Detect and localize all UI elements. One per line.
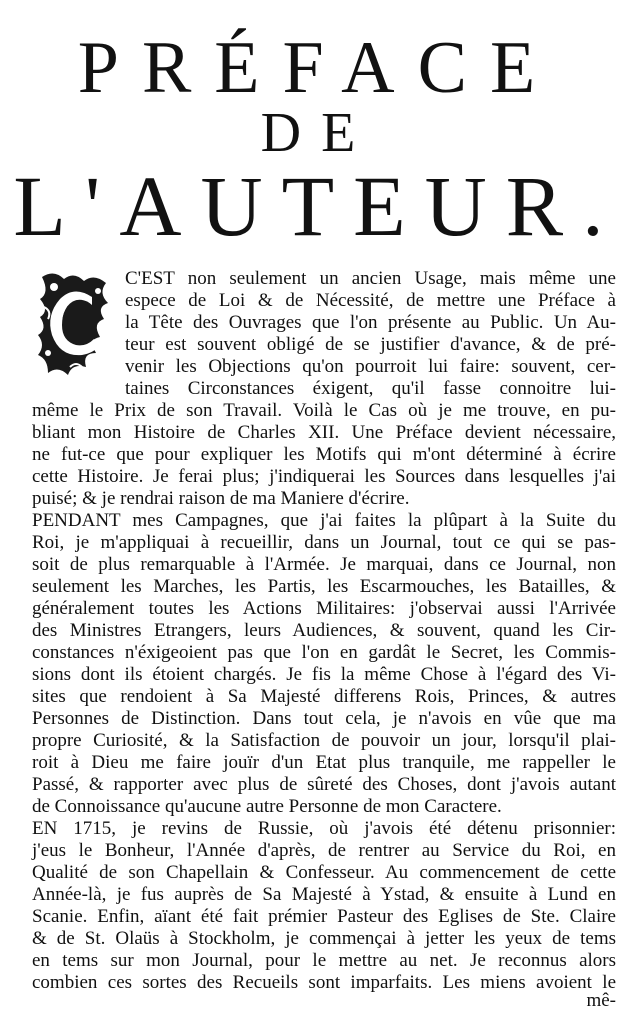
text-line: sites que rendoient à Sa Majesté differens Rois, Princes, & autres	[32, 686, 616, 707]
text-line: de Connoissance qu'aucune autre Personne de mon Caractere.	[32, 796, 502, 817]
text-line: des Ministres Etrangers, leurs Audiences, & souvent, quand les Cir-	[32, 620, 616, 641]
text-line: généralement toutes les Actions Militaires: j'observai aussi l'Arrivée	[32, 598, 616, 619]
text-line: PENDANT mes Campagnes, que j'ai faites la plûpart à la Suite du	[32, 510, 616, 531]
text-line: espece de Loi & de Nécessité, de mettre une Préface à	[125, 290, 616, 311]
text-line: Année-là, je fus auprès de Sa Majesté à Ystad, & ensuite à Lund en	[32, 884, 616, 905]
title-de: DE	[260, 102, 376, 164]
text-line: Scanie. Enfin, aïant été fait prémier Pasteur des Eglises de Ste. Claire	[32, 906, 616, 927]
ornamental-initial-c	[34, 267, 116, 379]
catchword: mê-	[586, 990, 616, 1011]
text-line: Qualité de son Chapellain & Confesseur. Au commencement de cette	[32, 862, 616, 883]
text-line: seulement les Marches, les Partis, les Escarmouches, les Batailles, &	[32, 576, 616, 597]
text-line: Roi, je m'appliquai à recueillir, dans un Journal, tout ce qui se pas-	[32, 532, 616, 553]
title-auteur: L'AUTEUR.	[13, 158, 623, 254]
text-line: & de St. Olaüs à Stockholm, je commençai à jetter les yeux de tems	[32, 928, 616, 949]
text-line: sions dont ils étoient chargés. Je fis la même Chose à l'égard des Vi-	[32, 664, 616, 685]
text-line: teur est souvent obligé de se justifier d'avance, & de pré-	[125, 334, 616, 355]
text-line: soit de plus remarquable à l'Armée. Je marquai, dans ce Journal, non	[32, 554, 616, 575]
text-line: constances n'éxigeoient pas que l'on en gardât le Secret, les Commis-	[32, 642, 616, 663]
text-line: Personnes de Distinction. Dans tout cela, je n'avois en vûe que ma	[32, 708, 616, 729]
text-line: roit à Dieu me faire jouïr d'un Etat plus tranquile, me rappeller le	[32, 752, 616, 773]
text-line: propre Curiosité, & la Satisfaction de pouvoir un jour, lorsqu'il plai-	[32, 730, 616, 751]
text-line: EN 1715, je revins de Russie, où j'avois été détenu prisonnier:	[32, 818, 616, 839]
text-line: en tems sur mon Journal, pour le mettre au net. Je reconnus alors	[32, 950, 616, 971]
text-line: combien ces sortes des Recueils sont imparfaits. Les miens avoient le	[32, 972, 616, 993]
text-line: même le Prix de son Travail. Voilà le Cas où je me trouve, en pu-	[32, 400, 616, 421]
text-line: bliant mon Histoire de Charles XII. Une Préface devient nécessaire,	[32, 422, 616, 443]
text-line: j'eus le Bonheur, l'Année d'après, de rentrer au Service du Roi, en	[32, 840, 616, 861]
text-line: cette Histoire. Je ferai plus; j'indiquerai les Sources dans lesquelles j'ai	[32, 466, 616, 487]
text-line: ne fut-ce que pour expliquer les Motifs qui m'ont déterminé à écrire	[32, 444, 616, 465]
text-line: taines Circonstances éxigent, qu'il fasse connoitre lui-	[125, 378, 616, 399]
text-line: Passé, & rapporter avec plus de sûreté des Choses, dont j'avois autant	[32, 774, 616, 795]
text-line: venir les Objections qu'on pourroit lui faire: souvent, cer-	[125, 356, 616, 377]
text-line: C'EST non seulement un ancien Usage, mais même une	[125, 268, 616, 289]
text-line: puisé; & je rendrai raison de ma Maniere d'écrire.	[32, 488, 410, 509]
title-preface: PRÉFACE	[77, 27, 559, 109]
text-line: la Tête des Ouvrages que l'on présente au Public. Un Au-	[125, 312, 616, 333]
